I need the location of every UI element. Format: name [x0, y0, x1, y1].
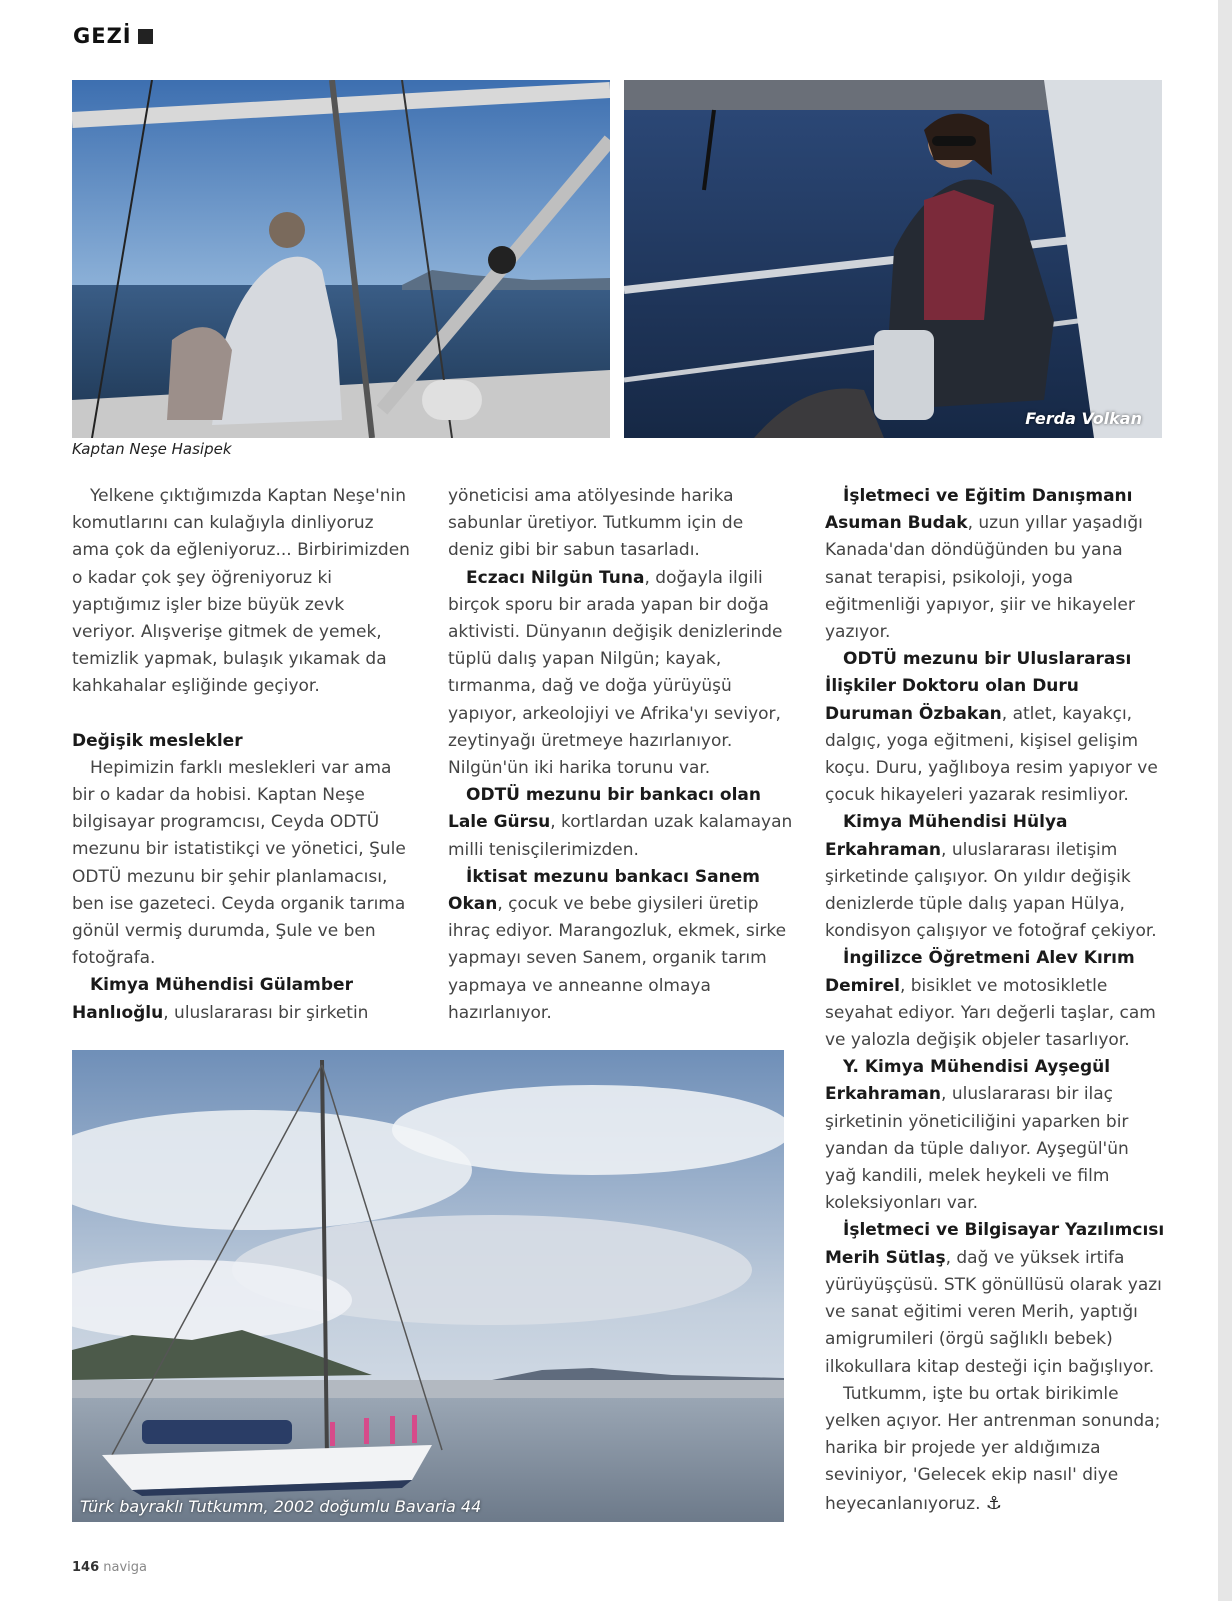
photo-sailboat — [72, 1050, 784, 1522]
paragraph — [448, 565, 793, 783]
person-desc: , uluslararası bir şirketin — [163, 1002, 369, 1023]
person-desc: , atlet, kayakçı, dalgıç, yoga eğitmeni, kişisel gelişim koçu. Duru, yağlıboya resim yapıyor ve çocuk hikayeleri yazarak resimliyor. — [825, 703, 1158, 806]
paragraph: Yelkene çıktığımızda Kaptan Neşe'nin komutlarını can kulağıyla dinliyoruz ama çok da eğleniyoruz... Birbirimizden o kadar çok şey öğreniyoruz ki yaptığımız işler bize büyük zevk veriyor. Alışverişe gitmek de yemek, temizlik yapmak, bulaşık yıkamak da kahkahalar eşliğinde geçiyor. — [72, 486, 410, 697]
person-desc: , uluslararası iletişim şirketinde çalışıyor. On yıldır değişik denizlerde tüple dalış yapan Hülya, kondisyon çalışıyor ve fotoğraf çekiyor. — [825, 839, 1157, 942]
person-desc: , dağ ve yüksek irtifa yürüyüşçüsü. STK gönüllüsü olarak yazı ve sanat eğitimi veren Merih, yaptığı amigrumileri (örgü sağlıklı bebek) ilkokullara kitap desteği için bağışlıyor. — [825, 1247, 1162, 1377]
photo-ferda — [624, 80, 1162, 438]
closing-paragraph — [825, 1381, 1165, 1518]
paragraph — [825, 646, 1165, 809]
paragraph — [825, 945, 1165, 1054]
photo-captain — [72, 80, 610, 438]
magazine-brand: naviga — [103, 1560, 148, 1575]
person-name: İşletmeci ve Bilgisayar Yazılımcısı Merih Sütlaş — [825, 1220, 1165, 1268]
person-name: Y. Kimya Mühendisi Ayşegül Erkahraman — [825, 1057, 1111, 1105]
text-column-1 — [72, 483, 412, 1027]
person-name: ODTÜ mezunu bir bankacı olan Lale Gürsu — [448, 785, 761, 833]
page-edge — [1218, 0, 1232, 1601]
section-square-icon — [138, 29, 153, 44]
person-name: İktisat mezunu bankacı Sanem Okan — [448, 866, 760, 915]
text-column-3 — [825, 483, 1165, 1518]
person-name: İşletmeci ve Eğitim Danışmanı Asuman Budak — [825, 486, 1133, 534]
photo1-caption: Kaptan Neşe Hasipek — [72, 440, 232, 458]
person-desc: , doğayla ilgili birçok sporu bir arada yapan bir doğa aktivisti. Dünyanın değişik denizlerinde tüplü dalış yapan Nilgün; kayak, tırmanma, dağ ve doğa yürüyüşü yapıyor, arkeolojiyi ve Afrika'yı seviyor, zeytinyağı üretmeye hazırlanıyor. Nilgün'ün iki harika torunu var. — [448, 567, 783, 779]
paragraph — [825, 483, 1165, 646]
person-desc: , kortlardan uzak kalamayan milli tenisçilerimizden. — [448, 812, 793, 860]
person-desc: , çocuk ve bebe giysileri üretip ihraç ediyor. Marangozluk, ekmek, sirke yapmayı seven Sanem, organik tarım yapmaya ve anneanne olmaya hazırlanıyor. — [448, 894, 787, 1023]
photo3-caption: Türk bayraklı Tutkumm, 2002 doğumlu Bavaria 44 — [80, 1497, 482, 1516]
person-name: Eczacı Nilgün Tuna — [466, 567, 645, 588]
person-desc: , uzun yıllar yaşadığı Kanada'dan döndüğünden bu yana sanat terapisi, psikoloji, yoga eğitmenliği yapıyor, şiir ve hikayeler yazıyor. — [825, 513, 1143, 643]
section-title — [73, 24, 153, 48]
paragraph: Hepimizin farklı meslekleri var ama bir o kadar da hobisi. Kaptan Neşe bilgisayar programcısı, Ceyda ODTÜ mezunu bir istatistikçi ve yönetici, Şule ODTÜ mezunu bir şehir planlamacısı, ben ise gazeteci. Ceyda organik tarıma gönül vermiş durumda, Şule ve ben fotoğrafa. — [72, 757, 406, 969]
paragraph — [825, 809, 1165, 945]
paragraph — [448, 782, 793, 864]
paragraph — [825, 1054, 1165, 1217]
section-label: GEZİ — [73, 24, 132, 48]
anchor-icon: ⚓ — [985, 1492, 1003, 1514]
photo2-caption: Ferda Volkan — [1025, 409, 1142, 428]
person-name: Kimya Mühendisi Gülamber Hanlıoğlu — [72, 975, 353, 1023]
page-number: 146 — [72, 1560, 100, 1575]
paragraph: yöneticisi ama atölyesinde harika sabunlar üretiyor. Tutkumm için de deniz gibi bir sabun tasarladı. — [448, 486, 744, 561]
person-desc: , uluslararası bir ilaç şirketinin yöneticiliğini yaparken bir yandan da tüple dalıyor. Ayşegül'ün yağ kandili, melek heykeli ve film koleksiyonları var. — [825, 1084, 1129, 1214]
text-column-2 — [448, 483, 793, 1027]
person-name: İngilizce Öğretmeni Alev Kırım Demirel — [825, 948, 1135, 996]
subheading: Değişik meslekler — [72, 730, 243, 751]
paragraph — [72, 972, 412, 1026]
person-desc: , bisiklet ve motosikletle seyahat ediyor. Yarı değerli taşlar, cam ve yalozla değişik objeler tasarlıyor. — [825, 975, 1156, 1051]
person-name: Kimya Mühendisi Hülya Erkahraman — [825, 812, 1068, 860]
paragraph — [448, 864, 793, 1027]
person-name: ODTÜ mezunu bir Uluslararası İlişkiler Doktoru olan Duru Duruman Özbakan — [825, 649, 1132, 724]
page-footer — [72, 1560, 147, 1575]
closing-text: Tutkumm, işte bu ortak birikimle yelken açıyor. Her antrenman sonunda; harika bir projede yer aldığımıza seviniyor, 'Gelecek ekip nasıl' diye heyecanlanıyoruz. — [825, 1383, 1161, 1514]
paragraph — [825, 1217, 1165, 1380]
